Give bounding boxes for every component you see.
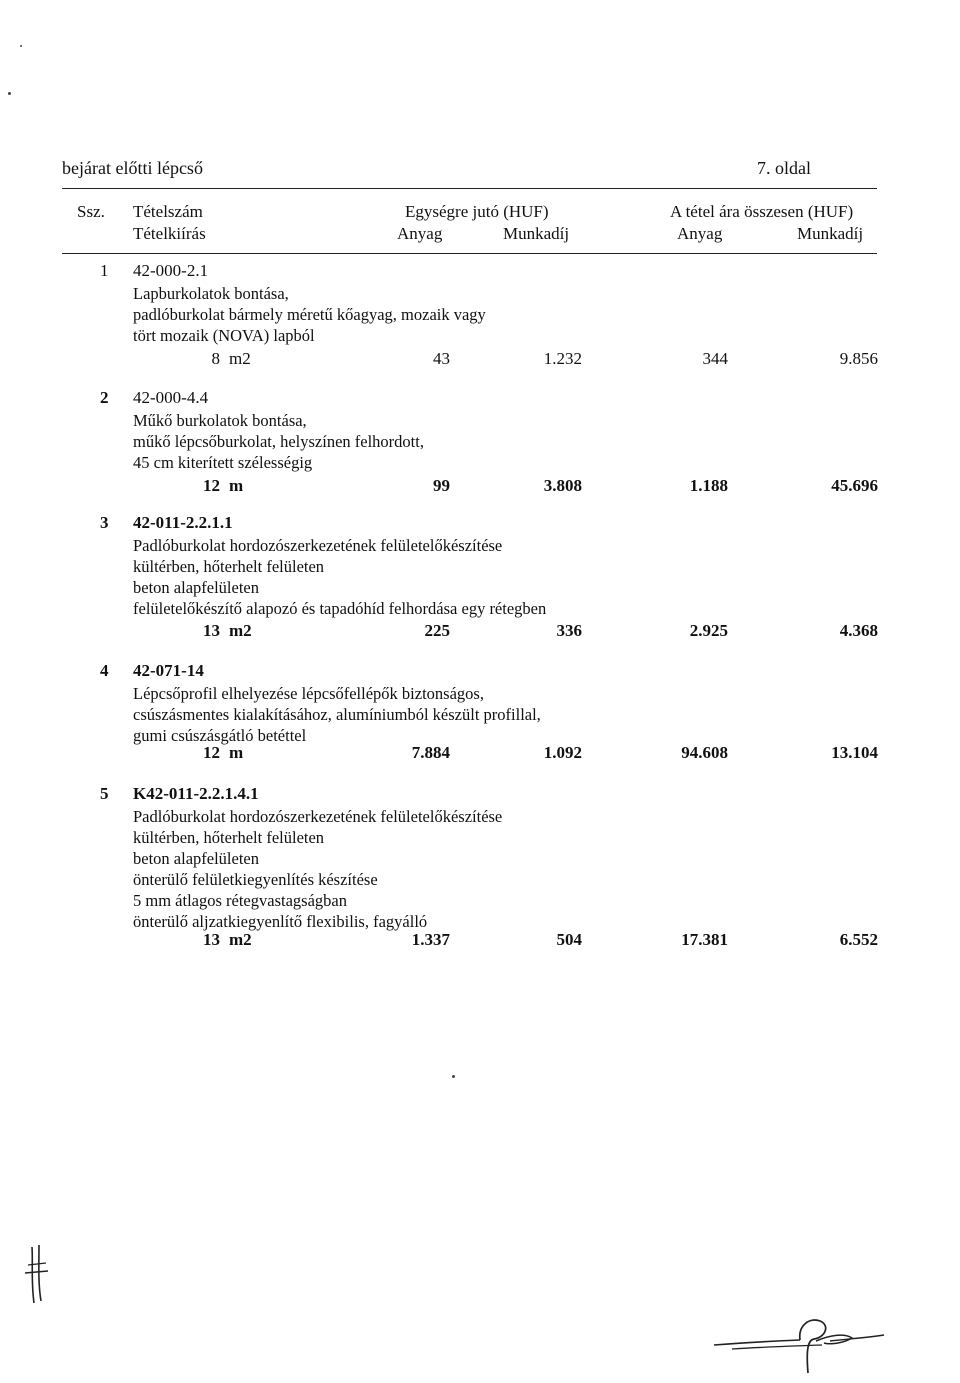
total-munkadij-value: 13.104 xyxy=(831,743,878,762)
col-unit-anyag: Anyag xyxy=(397,224,443,243)
description-line: Műkő burkolatok bontása, xyxy=(133,411,307,430)
description-line: beton alapfelületen xyxy=(133,849,259,868)
item-quantity: 12 xyxy=(203,476,220,495)
section-title: bejárat előtti lépcső xyxy=(62,158,203,178)
col-total-anyag: Anyag xyxy=(677,224,723,243)
unit-anyag-value: 7.884 xyxy=(411,743,450,762)
item-code: K42-011-2.2.1.4.1 xyxy=(133,784,259,803)
total-munkadij-value: 6.552 xyxy=(839,930,878,949)
col-total-price-group: A tétel ára összesen (HUF) xyxy=(670,202,854,221)
scan-speck xyxy=(452,1075,455,1078)
total-munkadij-value: 4.368 xyxy=(839,621,878,640)
handwritten-initials xyxy=(22,1243,52,1308)
col-ssz: Ssz. xyxy=(77,202,105,221)
description-line: tört mozaik (NOVA) lapból xyxy=(133,326,315,345)
col-unit-munkadij: Munkadíj xyxy=(503,224,570,243)
item-code: 42-011-2.2.1.1 xyxy=(133,513,233,532)
description-line: 45 cm kiterített szélességig xyxy=(133,453,313,472)
description-line: Padlóburkolat hordozószerkezetének felületelőkészítése xyxy=(133,536,503,555)
item-description xyxy=(133,410,424,473)
columns-rule xyxy=(62,253,877,254)
description-line: kültérben, hőterhelt felületen xyxy=(133,557,325,576)
scan-speck xyxy=(20,45,22,47)
description-line: 5 mm átlagos rétegvastagságban xyxy=(133,891,347,910)
item-unit: m2 xyxy=(229,930,252,949)
unit-anyag-value: 43 xyxy=(433,349,450,368)
description-line: beton alapfelületen xyxy=(133,578,259,597)
header-rule xyxy=(62,188,877,189)
total-munkadij-value: 45.696 xyxy=(831,476,878,495)
description-line: csúszásmentes kialakításához, alumíniumból készült profillal, xyxy=(133,705,541,724)
col-tetelszam: Tételszám xyxy=(133,202,203,221)
unit-munkadij-value: 336 xyxy=(556,621,582,640)
item-unit: m xyxy=(229,476,244,495)
scan-speck xyxy=(8,92,11,95)
description-line: padlóburkolat bármely méretű kőagyag, mozaik vagy xyxy=(133,305,486,324)
description-line: Lapburkolatok bontása, xyxy=(133,284,289,303)
description-line: önterülő aljzatkiegyenlítő flexibilis, fagyálló xyxy=(133,912,428,931)
total-anyag-value: 94.608 xyxy=(681,743,728,762)
total-anyag-value: 2.925 xyxy=(689,621,728,640)
item-quantity: 8 xyxy=(211,349,220,368)
item-quantity: 12 xyxy=(203,743,220,762)
item-unit: m2 xyxy=(229,349,251,368)
item-number: 4 xyxy=(100,661,109,680)
item-description xyxy=(133,283,486,346)
total-anyag-value: 17.381 xyxy=(681,930,728,949)
unit-munkadij-value: 504 xyxy=(556,930,582,949)
description-line: felületelőkészítő alapozó és tapadóhíd felhordása egy rétegben xyxy=(133,599,547,618)
item-description xyxy=(133,683,541,746)
item-code: 42-071-14 xyxy=(133,661,204,680)
total-anyag-value: 1.188 xyxy=(689,476,728,495)
unit-anyag-value: 1.337 xyxy=(411,930,450,949)
item-description xyxy=(133,806,502,932)
item-unit: m xyxy=(229,743,244,762)
item-number: 1 xyxy=(100,261,109,280)
item-code: 42-000-4.4 xyxy=(133,388,209,407)
unit-munkadij-value: 3.808 xyxy=(543,476,582,495)
total-anyag-value: 344 xyxy=(702,349,728,368)
item-quantity: 13 xyxy=(203,930,220,949)
col-total-munkadij: Munkadíj xyxy=(797,224,864,243)
unit-munkadij-value: 1.232 xyxy=(543,349,582,368)
item-number: 3 xyxy=(100,513,109,532)
item-number: 5 xyxy=(100,784,109,803)
unit-munkadij-value: 1.092 xyxy=(543,743,582,762)
unit-anyag-value: 99 xyxy=(433,476,450,495)
unit-anyag-value: 225 xyxy=(424,621,450,640)
item-number: 2 xyxy=(100,388,109,407)
item-code: 42-000-2.1 xyxy=(133,261,209,280)
page-number: 7. oldal xyxy=(757,158,811,178)
item-quantity: 13 xyxy=(203,621,220,640)
col-tetelkiiras: Tételkiírás xyxy=(133,224,206,243)
total-munkadij-value: 9.856 xyxy=(839,349,878,368)
description-line: kültérben, hőterhelt felületen xyxy=(133,828,325,847)
description-line: műkő lépcsőburkolat, helyszínen felhordott, xyxy=(133,432,424,451)
description-line: gumi csúszásgátló betéttel xyxy=(133,726,307,745)
col-unit-price-group: Egységre jutó (HUF) xyxy=(405,202,549,221)
handwritten-signature xyxy=(712,1305,892,1377)
description-line: önterülő felületkiegyenlítés készítése xyxy=(133,870,378,889)
description-line: Lépcsőprofil elhelyezése lépcsőfellépők biztonságos, xyxy=(133,684,484,703)
item-description xyxy=(133,535,546,619)
description-line: Padlóburkolat hordozószerkezetének felületelőkészítése xyxy=(133,807,503,826)
item-unit: m2 xyxy=(229,621,252,640)
